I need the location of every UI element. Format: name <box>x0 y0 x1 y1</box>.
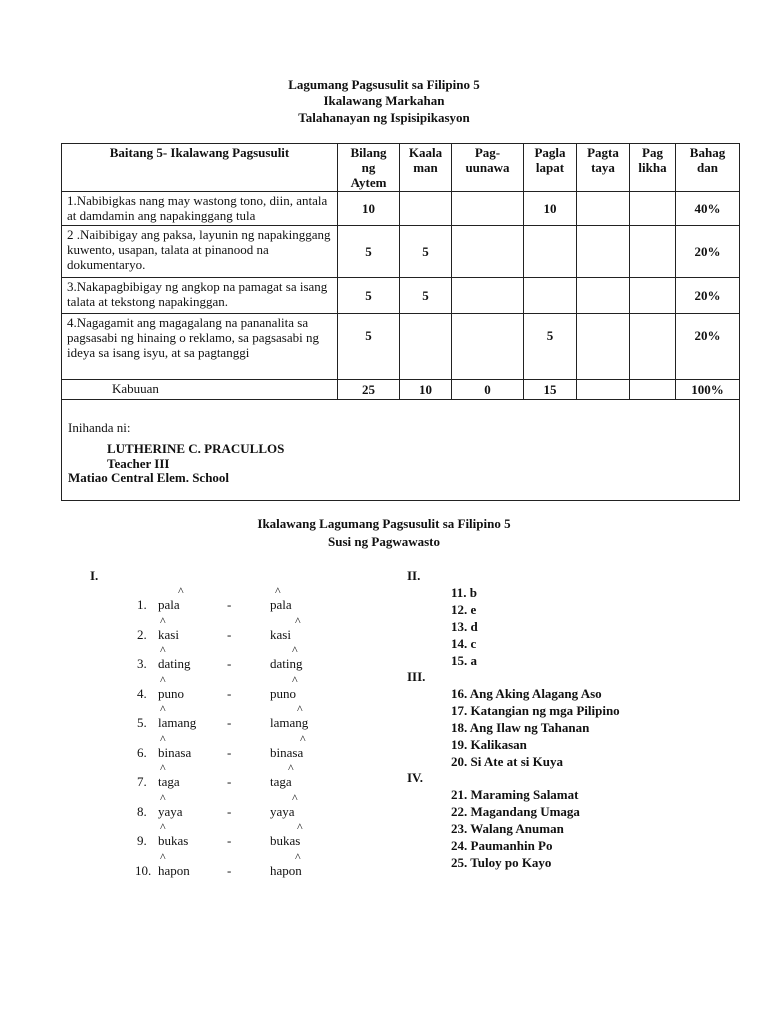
header-paglikha: Pag likha <box>630 144 676 192</box>
stress-mark: ^ <box>292 791 298 805</box>
stress-mark: ^ <box>160 643 166 657</box>
row-paglalapat <box>524 278 577 314</box>
row-paglalapat: 10 <box>524 192 577 226</box>
header-kaalaman: Kaala man <box>400 144 452 192</box>
item-word: bukas <box>158 833 189 848</box>
row-kaalaman <box>400 314 452 380</box>
table-row <box>62 226 740 278</box>
stress-mark: ^ <box>300 732 306 746</box>
document-title: Lagumang Pagsusulit sa Filipino 5 <box>288 77 480 92</box>
row-paglikha <box>630 314 676 380</box>
table-row <box>62 192 740 226</box>
answer-item: 18. Ang Ilaw ng Tahanan <box>451 720 590 735</box>
row-paglalapat <box>524 226 577 278</box>
row-pagtataya <box>577 314 630 380</box>
row-pag-uunawa <box>452 314 524 380</box>
table-total-row <box>62 380 740 400</box>
header-paglalapat: Pagla lapat <box>524 144 577 192</box>
row-competency: 1.Nabibigkas nang may wastong tono, diin, antala at damdamin ang napakinggang tula <box>62 192 338 226</box>
header-pag-uunawa: Pag- uunawa <box>452 144 524 192</box>
item-answer: pala <box>270 597 292 612</box>
row-bahagdan: 20% <box>676 314 740 380</box>
item-dash: - <box>227 715 232 730</box>
row-pag-uunawa <box>452 226 524 278</box>
item-word: puno <box>158 686 184 701</box>
answer-item: 17. Katangian ng mga Pilipino <box>451 703 620 718</box>
row-competency: 3.Nakapagbibigay ng angkop na pamagat sa isang talata at tekstong napakinggan. <box>62 278 338 314</box>
stress-mark: ^ <box>160 791 166 805</box>
total-pag-uunawa: 0 <box>452 380 524 400</box>
answer-item: 13. d <box>451 619 478 634</box>
row-pagtataya <box>577 192 630 226</box>
item-answer: yaya <box>270 804 295 819</box>
stress-mark: ^ <box>160 850 166 864</box>
stress-mark: ^ <box>288 761 294 775</box>
total-label: Kabuuan <box>62 380 338 400</box>
stress-mark: ^ <box>295 614 301 628</box>
row-paglikha <box>630 226 676 278</box>
row-bilang: 10 <box>338 192 400 226</box>
item-dash: - <box>227 597 232 612</box>
stress-mark: ^ <box>160 673 166 687</box>
row-pagtataya <box>577 278 630 314</box>
item-dash: - <box>227 804 232 819</box>
item-answer: bukas <box>270 833 301 848</box>
section-label-ii: II. <box>407 568 421 583</box>
item-number: 2. <box>137 627 147 642</box>
row-kaalaman <box>400 192 452 226</box>
item-answer: hapon <box>270 863 302 878</box>
answer-item: 22. Magandang Umaga <box>451 804 580 819</box>
item-dash: - <box>227 833 232 848</box>
answer-item: 21. Maraming Salamat <box>451 787 579 802</box>
stress-mark: ^ <box>297 702 303 716</box>
item-number: 10. <box>135 863 152 878</box>
total-pagtataya <box>577 380 630 400</box>
item-dash: - <box>227 774 232 789</box>
table-row <box>62 314 740 380</box>
total-bilang: 25 <box>338 380 400 400</box>
answer-item: 14. c <box>451 636 477 651</box>
total-paglikha <box>630 380 676 400</box>
row-competency: 4.Nagagamit ang magagalang na pananalita sa pagsasabi ng hinaing o reklamo, sa pagsasabi ng ideya sa isang isyu, at sa pagtanggi <box>62 314 338 380</box>
item-word: taga <box>158 774 180 789</box>
item-answer: lamang <box>270 715 309 730</box>
answer-item: 15. a <box>451 653 477 668</box>
answer-item: 25. Tuloy po Kayo <box>451 855 552 870</box>
answer-item: 24. Paumanhin Po <box>451 838 553 853</box>
stress-mark: ^ <box>160 761 166 775</box>
answer-key-title: Ikalawang Lagumang Pagsusulit sa Filipino 5 <box>257 516 511 531</box>
row-bahagdan: 40% <box>676 192 740 226</box>
item-answer: puno <box>270 686 296 701</box>
item-word: pala <box>158 597 180 612</box>
stress-mark: ^ <box>275 584 281 598</box>
header-competency: Baitang 5- Ikalawang Pagsusulit <box>62 144 338 192</box>
stress-mark: ^ <box>160 702 166 716</box>
row-pagtataya <box>577 226 630 278</box>
answer-item: 12. e <box>451 602 477 617</box>
stress-mark: ^ <box>160 614 166 628</box>
row-bilang: 5 <box>338 278 400 314</box>
item-number: 5. <box>137 715 147 730</box>
answer-item: 19. Kalikasan <box>451 737 527 752</box>
total-bahagdan: 100% <box>676 380 740 400</box>
stress-mark: ^ <box>292 643 298 657</box>
item-number: 3. <box>137 656 147 671</box>
teacher-position: Teacher III <box>107 456 170 471</box>
row-bahagdan: 20% <box>676 226 740 278</box>
item-number: 8. <box>137 804 147 819</box>
item-number: 6. <box>137 745 147 760</box>
stress-mark: ^ <box>295 850 301 864</box>
stress-mark: ^ <box>297 820 303 834</box>
item-word: lamang <box>158 715 197 730</box>
row-pag-uunawa <box>452 192 524 226</box>
item-word: dating <box>158 656 191 671</box>
section-label-iv: IV. <box>407 770 424 785</box>
document-table-title: Talahanayan ng Ispisipikasyon <box>298 110 470 125</box>
item-number: 1. <box>137 597 147 612</box>
item-word: kasi <box>158 627 179 642</box>
header-bahagdan: Bahag dan <box>676 144 740 192</box>
answer-key-subtitle: Susi ng Pagwawasto <box>328 534 440 549</box>
item-number: 4. <box>137 686 147 701</box>
item-answer: taga <box>270 774 292 789</box>
row-kaalaman: 5 <box>400 278 452 314</box>
item-number: 9. <box>137 833 147 848</box>
item-word: yaya <box>158 804 183 819</box>
row-paglalapat: 5 <box>524 314 577 380</box>
answer-item: 20. Si Ate at si Kuya <box>451 754 563 769</box>
row-bilang: 5 <box>338 314 400 380</box>
header-bilang: Bilang ng Aytem <box>338 144 400 192</box>
row-bilang: 5 <box>338 226 400 278</box>
row-paglikha <box>630 192 676 226</box>
item-dash: - <box>227 627 232 642</box>
item-dash: - <box>227 686 232 701</box>
stress-mark: ^ <box>160 820 166 834</box>
row-kaalaman: 5 <box>400 226 452 278</box>
answer-item: 23. Walang Anuman <box>451 821 564 836</box>
section-label-i: I. <box>90 568 99 583</box>
header-pagtataya: Pagta taya <box>577 144 630 192</box>
item-answer: kasi <box>270 627 291 642</box>
row-pag-uunawa <box>452 278 524 314</box>
item-answer: dating <box>270 656 303 671</box>
item-word: binasa <box>158 745 192 760</box>
section-label-iii: III. <box>407 669 426 684</box>
item-word: hapon <box>158 863 190 878</box>
total-kaalaman: 10 <box>400 380 452 400</box>
table-row <box>62 278 740 314</box>
table-header-row <box>62 144 740 192</box>
document-subtitle: Ikalawang Markahan <box>323 93 445 108</box>
stress-mark: ^ <box>292 673 298 687</box>
item-dash: - <box>227 656 232 671</box>
answer-item: 11. b <box>451 585 478 600</box>
row-competency: 2 .Naibibigay ang paksa, layunin ng napakinggang kuwento, usapan, talata at pinanood na dokumentaryo. <box>62 226 338 278</box>
item-number: 7. <box>137 774 147 789</box>
stress-mark: ^ <box>160 732 166 746</box>
teacher-name: LUTHERINE C. PRACULLOS <box>107 441 285 456</box>
row-bahagdan: 20% <box>676 278 740 314</box>
item-answer: binasa <box>270 745 304 760</box>
total-paglalapat: 15 <box>524 380 577 400</box>
row-paglikha <box>630 278 676 314</box>
school-name: Matiao Central Elem. School <box>68 470 230 485</box>
item-dash: - <box>227 745 232 760</box>
prepared-label: Inihanda ni: <box>68 420 131 435</box>
answer-item: 16. Ang Aking Alagang Aso <box>451 686 602 701</box>
item-dash: - <box>227 863 232 878</box>
stress-mark: ^ <box>178 584 184 598</box>
